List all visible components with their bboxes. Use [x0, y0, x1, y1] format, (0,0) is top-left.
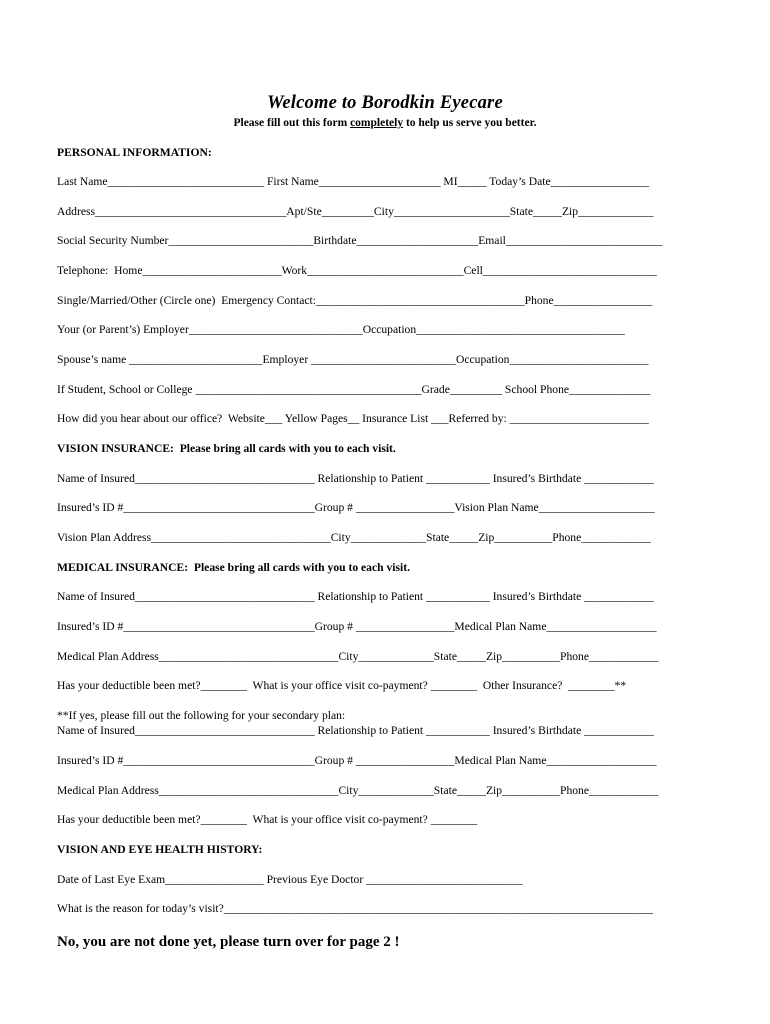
form-line-vision-insured[interactable]: Name of Insured_______________________________ Relationship to Patient ___________ Insured’s Birthdate ____________ — [57, 472, 654, 485]
form-line-ssn[interactable]: Social Security Number_________________________Birthdate_____________________Email___________________________ — [57, 234, 663, 247]
eye-history-header: VISION AND EYE HEALTH HISTORY: — [57, 843, 263, 856]
medical-insurance-header: MEDICAL INSURANCE: Please bring all cards with you to each visit. — [57, 561, 410, 574]
form-line-medical-address[interactable]: Medical Plan Address_______________________________City_____________State_____Zip__________Phone____________ — [57, 650, 659, 663]
vision-insurance-header: VISION INSURANCE: Please bring all cards with you to each visit. — [57, 442, 396, 455]
form-subtitle — [0, 117, 770, 129]
form-line-medical-insured[interactable]: Name of Insured_______________________________ Relationship to Patient ___________ Insured’s Birthdate ____________ — [57, 590, 654, 603]
secondary-plan-note: **If yes, please fill out the following for your secondary plan: — [57, 709, 346, 722]
page-turn-notice: No, you are not done yet, please turn over for page 2 ! — [57, 934, 400, 950]
subtitle-emphasis: completely — [350, 117, 404, 129]
form-line-name[interactable]: Last Name___________________________ First Name_____________________ MI_____ Today’s Date_________________ — [57, 175, 650, 188]
form-line-vision-address[interactable]: Vision Plan Address_______________________________City_____________State_____Zip__________Phone____________ — [57, 531, 651, 544]
form-line-address[interactable]: Address_________________________________Apt/Ste_________City____________________State_____Zip_____________ — [57, 205, 654, 218]
form-line-employer[interactable]: Your (or Parent’s) Employer______________________________Occupation____________________________________ — [57, 323, 625, 336]
form-line-last-exam[interactable]: Date of Last Eye Exam_________________ Previous Eye Doctor ___________________________ — [57, 873, 523, 886]
form-line-medical-id[interactable]: Insured’s ID #_________________________________Group # _________________Medical Plan Name___________________ — [57, 620, 657, 633]
personal-info-header: PERSONAL INFORMATION: — [57, 146, 212, 159]
form-line-visit-reason[interactable]: What is the reason for today’s visit?__________________________________________________________________________ — [57, 902, 653, 915]
form-line-secondary-deductible[interactable]: Has your deductible been met?________ What is your office visit co-payment? ________ — [57, 813, 478, 826]
form-line-emergency[interactable]: Single/Married/Other (Circle one) Emergency Contact:____________________________________Phone_________________ — [57, 294, 653, 307]
form-line-secondary-id[interactable]: Insured’s ID #_________________________________Group # _________________Medical Plan Name___________________ — [57, 754, 657, 767]
subtitle-text-2: to help us serve you better. — [403, 117, 537, 129]
form-line-vision-id[interactable]: Insured’s ID #_________________________________Group # _________________Vision Plan Name____________________ — [57, 501, 655, 514]
form-line-secondary-insured[interactable]: Name of Insured_______________________________ Relationship to Patient ___________ Insured’s Birthdate ____________ — [57, 724, 654, 737]
form-line-telephone[interactable]: Telephone: Home________________________Work___________________________Cell______________________________ — [57, 264, 657, 277]
form-line-secondary-address[interactable]: Medical Plan Address_______________________________City_____________State_____Zip__________Phone____________ — [57, 784, 659, 797]
form-line-deductible[interactable]: Has your deductible been met?________ What is your office visit co-payment? ________ Other Insurance? ________** — [57, 679, 627, 692]
form-line-referral[interactable]: How did you hear about our office? Website___ Yellow Pages__ Insurance List ___Referred by: ________________________ — [57, 412, 649, 425]
form-line-spouse[interactable]: Spouse’s name _______________________Employer _________________________Occupation________________________ — [57, 353, 649, 366]
subtitle-text-1: Please fill out this form — [233, 117, 351, 129]
form-line-school[interactable]: If Student, School or College _______________________________________Grade_________ School Phone______________ — [57, 383, 651, 396]
form-title: Welcome to Borodkin Eyecare — [267, 93, 503, 113]
